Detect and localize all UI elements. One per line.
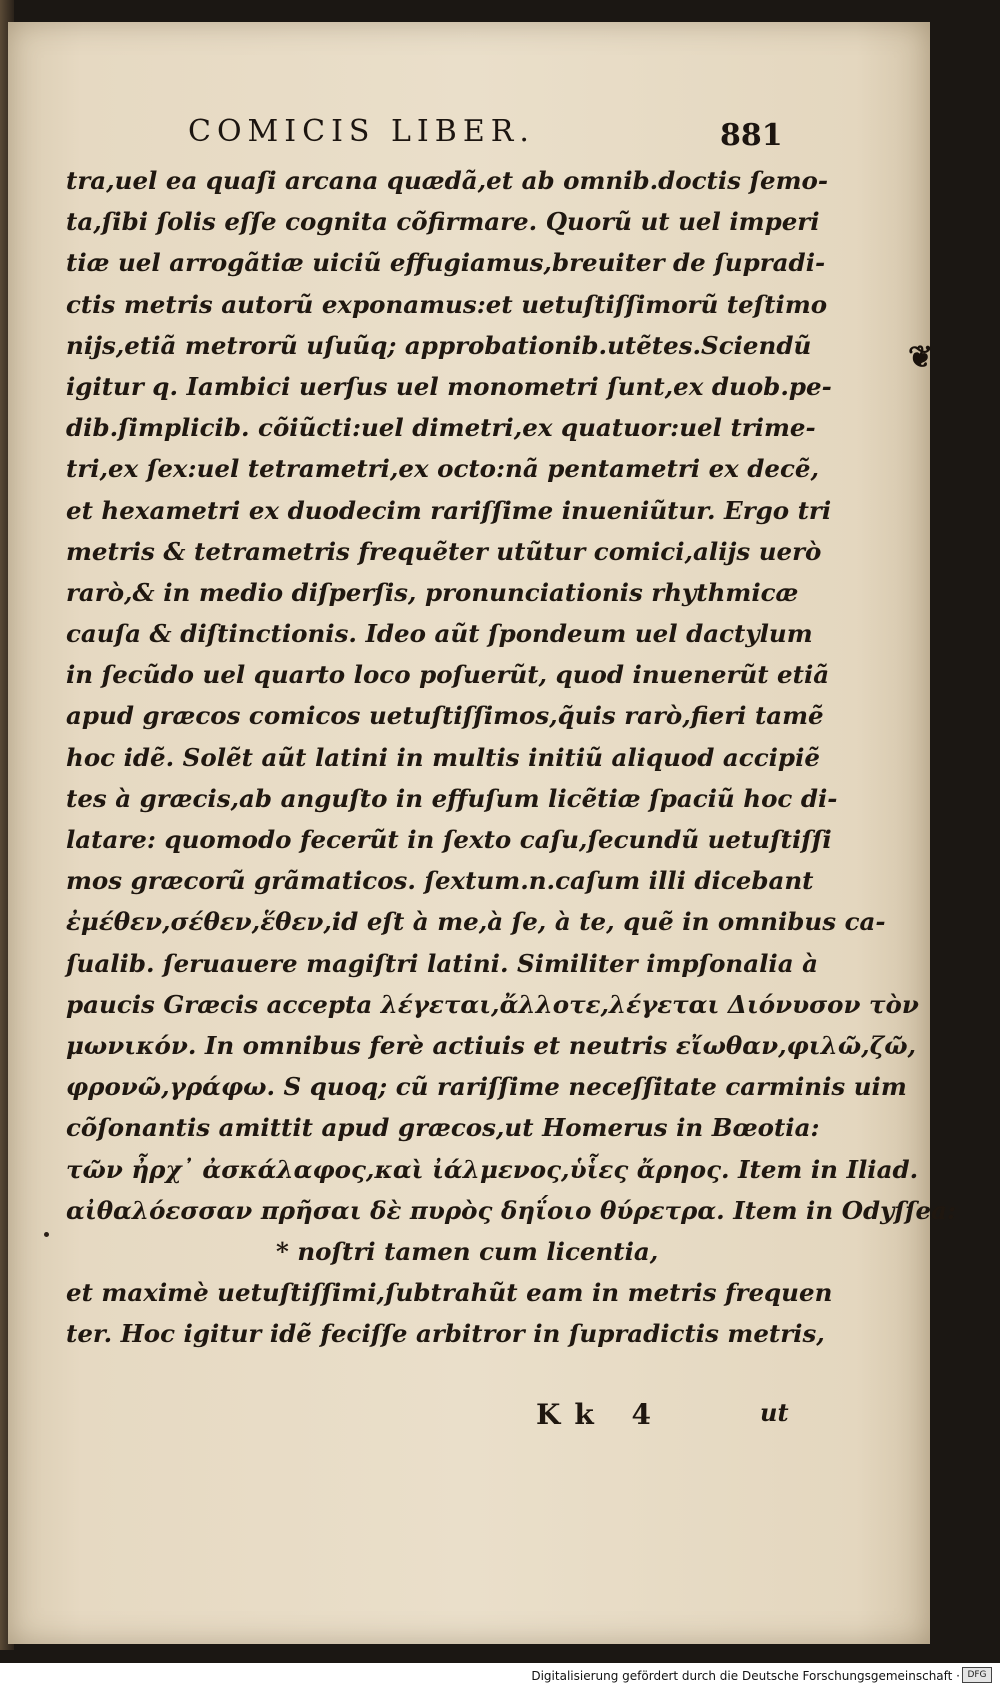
- text-line: cauſa & diſtinctionis. Ideo aũt ſpondeum uel dactylum: [66, 619, 813, 649]
- text-line: et hexametri ex duodecim rariſſime inueniũtur. Ergo tri: [66, 495, 832, 525]
- text-line: igitur q. Iambici uerſus uel monometri ſunt,ex duob.pe-: [66, 371, 832, 401]
- text-line: ter. Hoc igitur idẽ feciſſe arbitror in ſupradictis metris,: [66, 1319, 825, 1349]
- page-number: 881: [720, 118, 783, 153]
- running-head-text: COMICIS LIBER.: [188, 114, 535, 149]
- text-line: tes à græcis,ab anguſto in effuſum licẽtiæ ſpaciũ hoc di-: [66, 783, 838, 813]
- catchword: ut: [760, 1398, 789, 1427]
- dfg-logo-icon: DFG: [962, 1667, 992, 1683]
- text-line: τῶν ἦρχ᾽ ἀσκάλαφος,καὶ ἰάλμενος,ὑἷες ἄρηος. Item in Iliad.: [66, 1154, 919, 1184]
- text-line: * noſtri tamen cum licentia,: [276, 1236, 659, 1266]
- text-line: φρονῶ,γράφω. S quoq; cũ rariſſime neceſſitate carminis uim: [66, 1072, 907, 1102]
- text-line: rarò,& in medio diſperſis, pronunciationis rhythmicæ: [66, 577, 799, 607]
- text-line: hoc idẽ. Solẽt aũt latini in multis initiũ aliquod accipiẽ: [66, 742, 820, 772]
- text-line: μωνικόν. In omnibus ferè actiuis et neutris εἴωθαν,φιλῶ,ζῶ,: [66, 1030, 917, 1060]
- text-line: αἰθαλόεσσαν πρῆσαι δὲ πυρὸς δηΐοιο θύρετρα. Item in Odyſſea:: [66, 1195, 957, 1225]
- text-line: mos græcorũ grãmaticos. ſextum.n.caſum illi dicebant: [66, 866, 814, 896]
- text-line: cõſonantis amittit apud græcos,ut Homerus in Bœotia:: [66, 1113, 820, 1143]
- text-line: paucis Græcis accepta λέγεται,ἄλλοτε,λέγεται Διόνυσον τὸν: [66, 989, 919, 1019]
- text-line: metris & tetrametris frequẽter utũtur comici,alijs uerò: [66, 536, 822, 566]
- text-line: tiæ uel arrogãtiæ uiciũ effugiamus,breuiter de ſupradi-: [66, 248, 826, 278]
- text-line: ἐμέθεν,σέθεν,ἕθεν,id eſt à me,à ſe, à te, quẽ in omnibus ca-: [66, 907, 886, 937]
- text-line: ctis metris autorũ exponamus:et uetuſtiſſimorũ teſtimo: [66, 289, 828, 319]
- text-line: apud græcos comicos uetuſtiſſimos,q̃uis rarò,fieri tamẽ: [66, 701, 824, 731]
- text-line: ſualib. ſeruauere magiſtri latini. Similiter impſonalia à: [66, 948, 819, 978]
- ink-spot: [44, 1232, 49, 1237]
- book-page: [8, 22, 957, 1644]
- funding-credit: Digitalisierung gefördert durch die Deutsche Forschungsgemeinschaft ·: [531, 1669, 960, 1683]
- text-line: ta,ſibi ſolis eſſe cognita cõfirmare. Quorũ ut uel imperi: [66, 207, 820, 237]
- body-text: [66, 160, 957, 1354]
- text-line: nijs,etiã metrorũ uſuũq; approbationib.utẽtes.Sciendũ: [66, 330, 812, 360]
- signature-mark: Kk 4: [536, 1398, 665, 1431]
- text-line: tra,uel ea quaſi arcana quædã,et ab omnib.doctis ſemo-: [66, 166, 829, 195]
- text-line: in ſecũdo uel quarto loco poſuerũt, quod inuenerũt etiã: [66, 660, 830, 690]
- text-line: dib.ſimplicib. cõiũcti:uel dimetri,ex quatuor:uel trime-: [66, 413, 816, 443]
- margin-fleuron-icon: ❦: [908, 340, 934, 375]
- text-line: latare: quomodo fecerũt in ſexto caſu,ſecundũ uetuſtiſſi: [66, 825, 832, 854]
- text-line: et maximè uetuſtiſſimi,ſubtrahũt eam in metris frequen: [66, 1278, 833, 1308]
- signature-row: [8, 1398, 930, 1438]
- digitization-footer: [0, 1663, 1000, 1687]
- text-line: tri,ex ſex:uel tetrametri,ex octo:nã pentametri ex decẽ,: [66, 454, 820, 484]
